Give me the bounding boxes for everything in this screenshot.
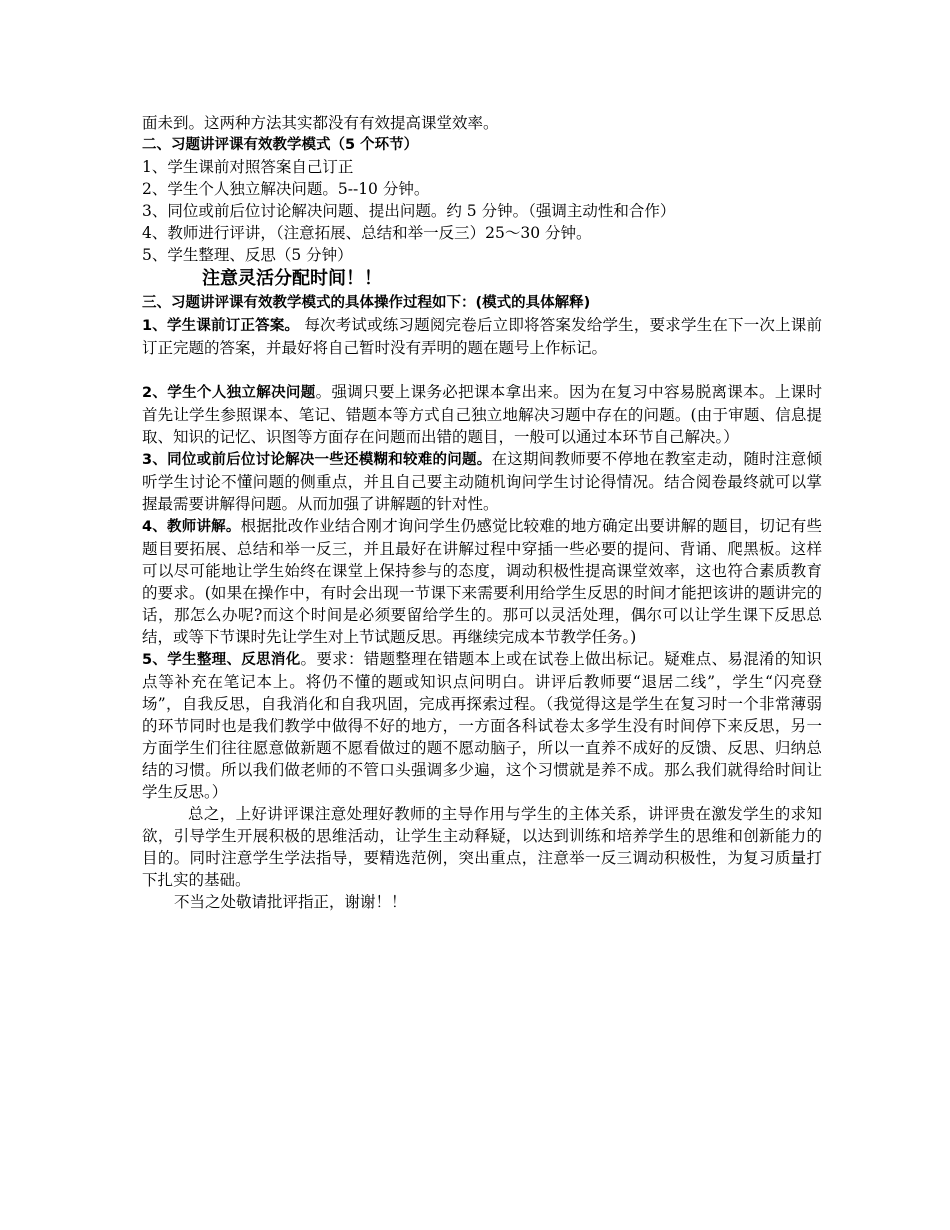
- paragraph-step-2-body: 。强调只要上课务必把课本拿出来。因为在复习中容易脱离课本。上课时首先让学生参照课本、笔记、错题本等方式自己独立地解决习题中存在的问题。(由于审题、信息提取、知识的记忆、识图等方面存在问题而出错的题目，一般可以通过本环节自己解决。）: [142, 383, 822, 446]
- paragraph-step-3-body: 在这期间教师要不停地在教室走动，随时注意倾听学生讨论不懂问题的侧重点，并且自己要主动随机询问学生讨论得情况。结合阅卷最终就可以掌握最需要讲解得问题。从而加强了讲解题的针对性。: [142, 450, 822, 513]
- paragraph-step-5: [142, 648, 822, 803]
- paragraph-step-1-lead: 1、学生课前订正答案。: [142, 318, 300, 334]
- step-5-line: 5、学生整理、反思（5 分钟）: [142, 246, 353, 264]
- paragraph-step-4-lead: 4、教师讲解。: [142, 519, 241, 535]
- intro-tail-line: 面未到。这两种方法其实都没有有效提高课堂效率。: [142, 114, 499, 132]
- paragraph-step-5-body: 。要求：错题整理在错题本上或在试卷上做出标记。疑难点、易混淆的知识点等补充在笔记本上。将仍不懂的题或知识点问明白。讲评后教师要“退居二线”，学生“闪亮登场”，自我反思，自我消化和自我巩固，完成再探索过程。（我觉得这是学生在复习时一个非常薄弱的环节同时也是我们教学中做得不好的地方，一方面各科试卷太多学生没有时间停下来反思，另一方面学生们往往愿意做新题不愿看做过的题不愿动脑子，所以一直养不成好的反馈、反思、归纳总结的习惯。所以我们做老师的不管口头强调多少遍，这个习惯就是养不成。那么我们就得给时间让学生反思。）: [142, 650, 822, 801]
- paragraph-step-3: [142, 448, 822, 515]
- paragraph-step-5-lead: 5、学生整理、反思消化: [142, 652, 301, 668]
- paragraph-step-4: [142, 515, 822, 648]
- closing-line: 不当之处敬请批评指正，谢谢！！: [174, 893, 407, 911]
- summary-paragraph: 总之，上好讲评课注意处理好教师的主导作用与学生的主体关系，讲评贵在激发学生的求知欲，引导学生开展积极的思维活动，让学生主动释疑，以达到训练和培养学生的思维和创新能力的目的。同时注意学生学法指导，要精选范例，突出重点，注意举一反三调动积极性，为复习质量打下扎实的基础。: [142, 805, 822, 889]
- paragraph-step-3-lead: 3、同位或前后位讨论解决一些还模糊和较难的问题。: [142, 452, 492, 468]
- emphasis-heading: 注意灵活分配时间！！: [202, 268, 382, 289]
- paragraph-step-1: [142, 314, 822, 359]
- section-2-heading: 二、习题讲评课有效教学模式（5 个环节）: [142, 137, 419, 153]
- section-3-heading: 三、习题讲评课有效教学模式的具体操作过程如下：(模式的具体解释): [142, 295, 591, 311]
- blank-line: [142, 359, 822, 381]
- paragraph-step-4-body: 根据批改作业结合刚才询问学生仍感觉比较难的地方确定出要讲解的题目，切记有些题目要拓展、总结和举一反三，并且最好在讲解过程中穿插一些必要的提问、背诵、爬黑板。这样可以尽可能地让学生始终在课堂上保持参与的态度，调动积极性提高课堂效率，这也符合素质教育的要求。(如果在操作中，有时会出现一节课下来需要利用给学生反思的时间才能把该讲的题讲完的话，那怎么办呢?而这个时间是必须要留给学生的。那可以灵活处理，偶尔可以让学生课下反思总结，或等下节课时先让学生对上节试题反思。再继续完成本节教学任务。): [142, 517, 822, 646]
- paragraph-step-2-lead: 2、学生个人独立解决问题: [142, 385, 316, 401]
- paragraph-step-2: [142, 381, 822, 448]
- document-page: [142, 112, 822, 913]
- step-4-line: 4、教师进行评讲，（注意拓展、总结和举一反三）25～30 分钟。: [142, 224, 592, 242]
- step-1-line: 1、学生课前对照答案自己订正: [142, 158, 354, 176]
- paragraph-step-1-body: 每次考试或练习题阅完卷后立即将答案发给学生，要求学生在下一次上课前订正完题的答案，并最好将自己暂时没有弄明的题在题号上作标记。: [142, 316, 822, 357]
- step-3-line: 3、同位或前后位讨论解决问题、提出问题。约 5 分钟。（强调主动性和合作）: [142, 202, 676, 220]
- step-2-line: 2、学生个人独立解决问题。5--10 分钟。: [142, 180, 430, 198]
